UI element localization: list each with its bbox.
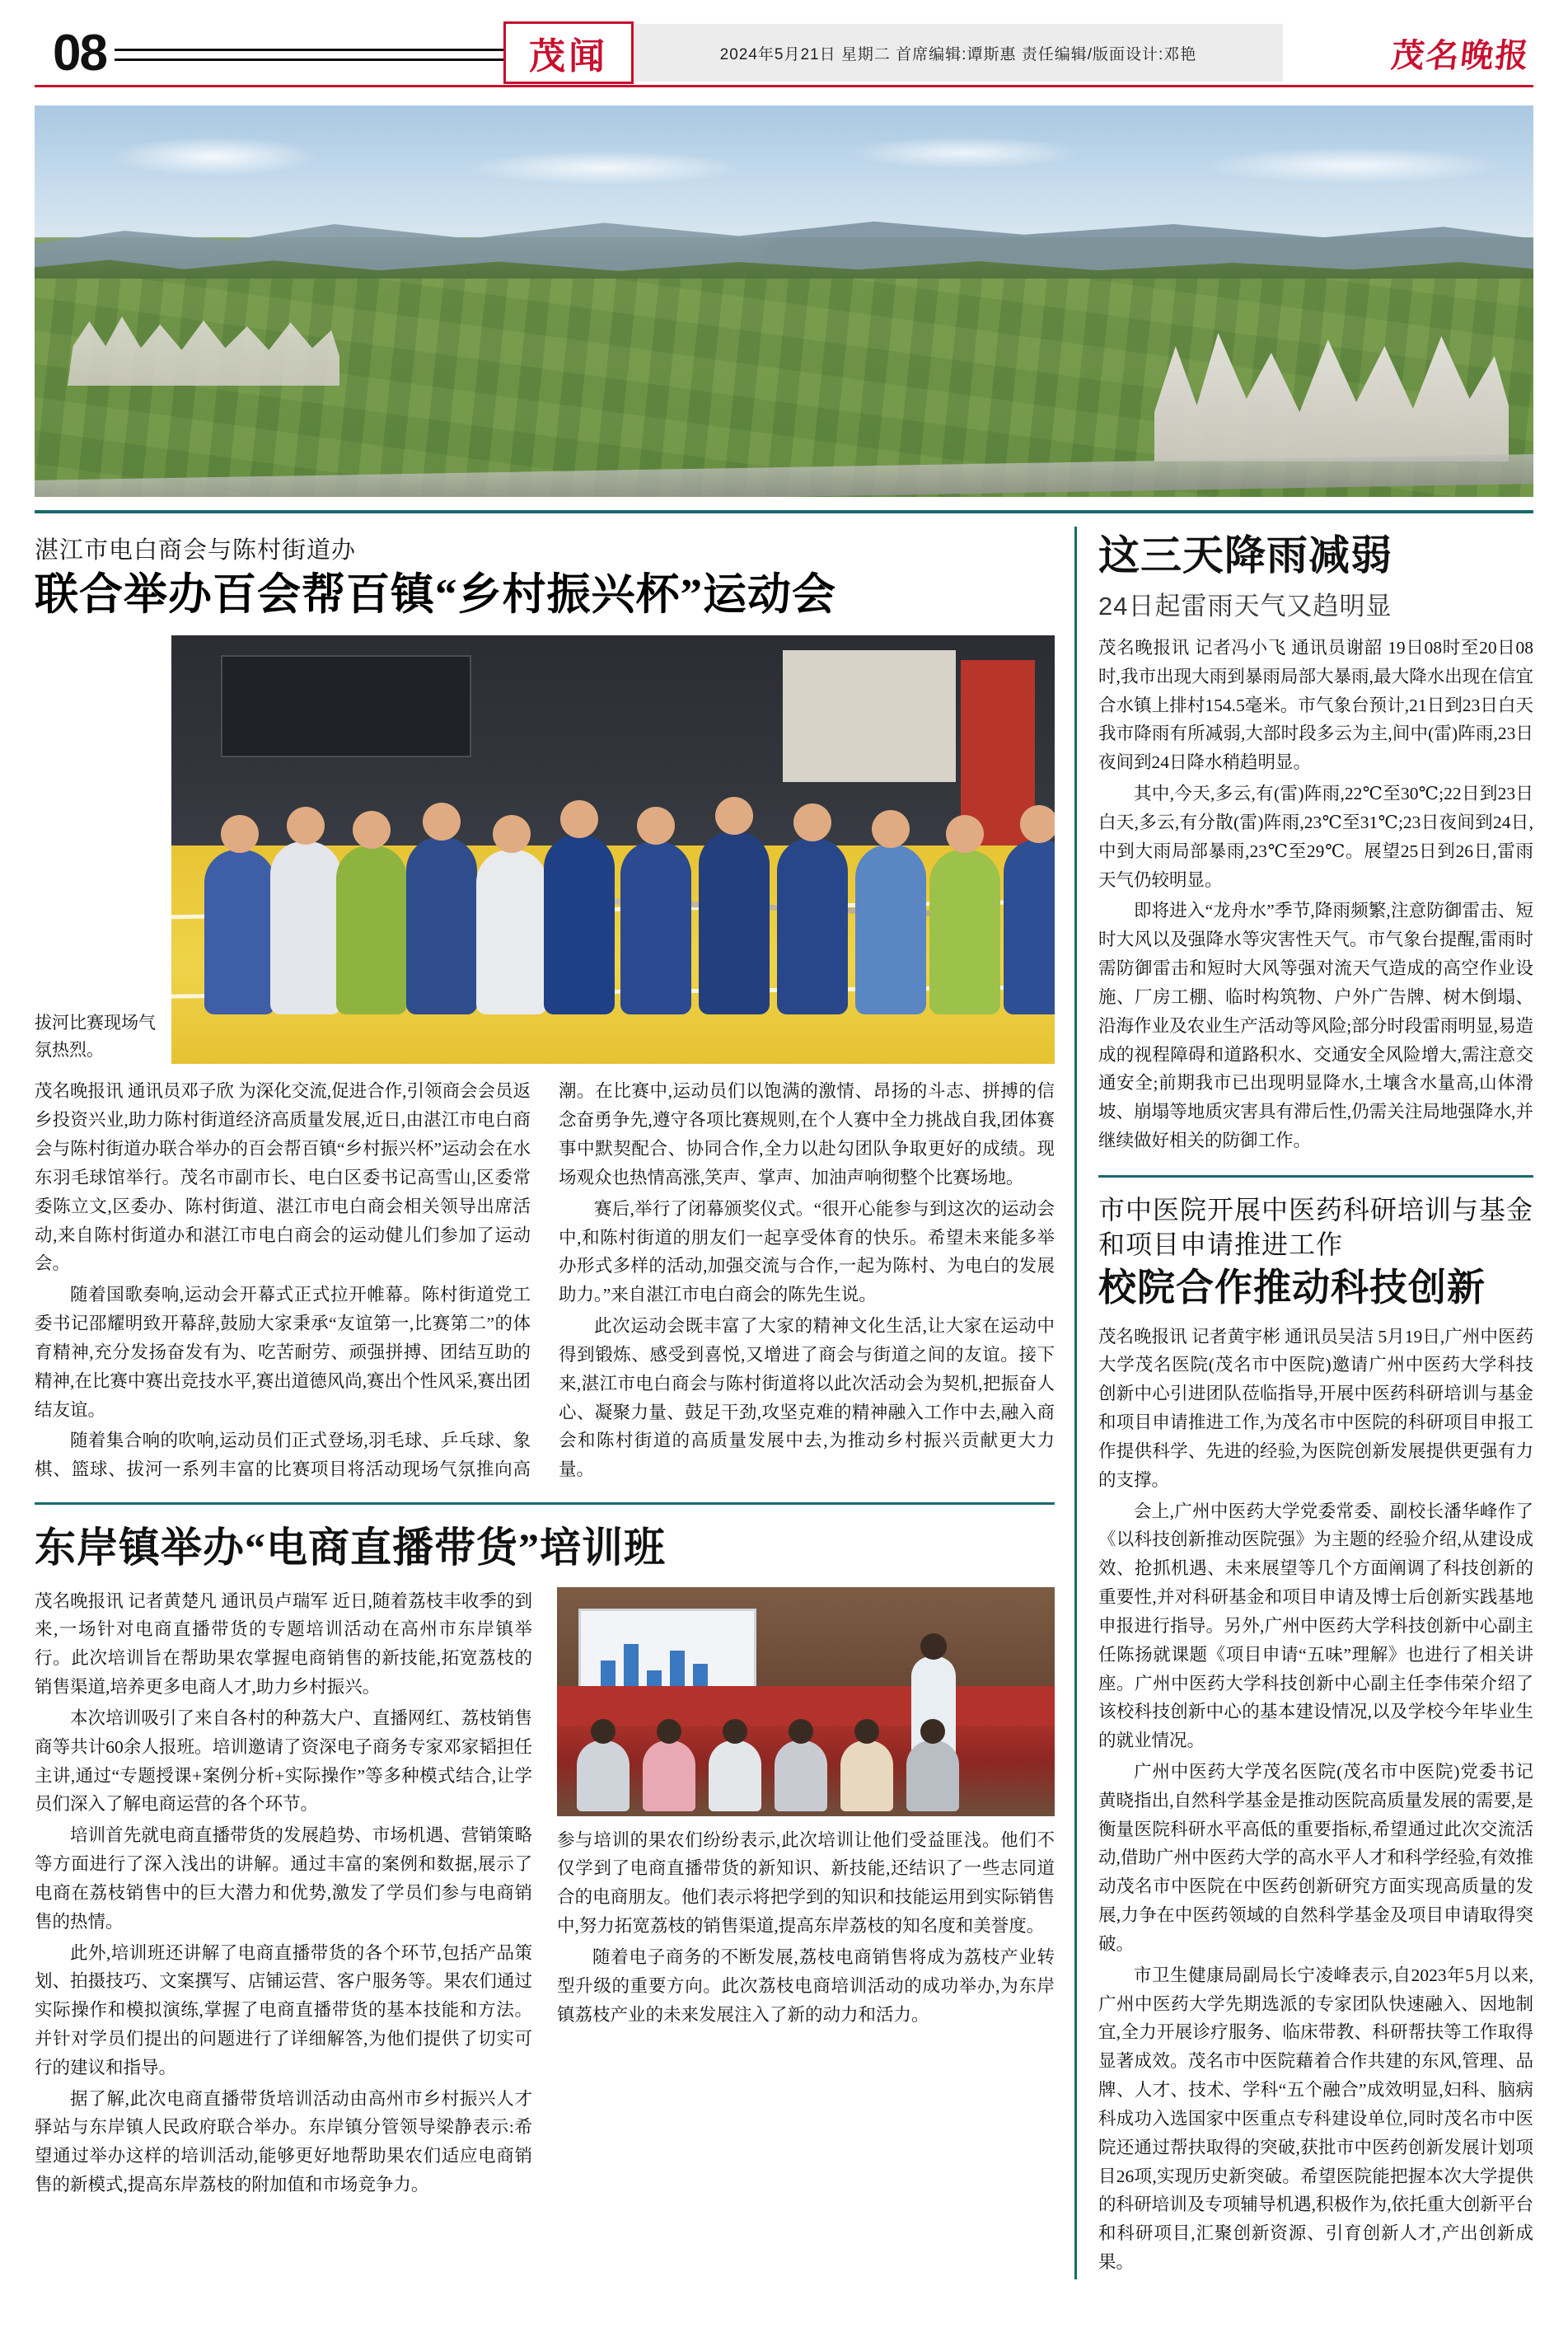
story1-paragraph: 随着国歌奏响,运动会开幕式正式拉开帷幕。陈村街道党工委书记邵耀明致开幕辞,鼓励大家秉承“友谊第一,比赛第二”的体育精神,充分发扬奋发有为、吃苦耐劳、顽强拼搏、团结互助的精神,在比赛中赛出竞技水平,赛出道德风尚,赛出个性风采,赛出团结友谊。 — [35, 1285, 531, 1420]
photo-participant — [699, 831, 770, 1014]
story2-col-right — [557, 1587, 1055, 2202]
left-column — [35, 522, 1074, 2279]
aerial-countryside-photo — [35, 105, 1533, 497]
photo-participant — [777, 838, 848, 1014]
ecommerce-training-photo — [557, 1587, 1055, 1816]
weather-paragraph: 即将进入“龙舟水”季节,降雨频繁,注意防御雷击、短时大风以及强降水等灾害性天气。市气象台提醒,雷雨时需防御雷击和短时大风等强对流天气造成的高空作业设施、厂房工棚、临时构筑物、户外广告牌、树木倒塌、沿海作业及农业生产活动等风险;部分时段雷雨明显,易造成的视程障碍和道路积水、交通安全风险增大,需注意交通安全;前期我市已出现明显降水,土壤含水量高,山体滑坡、崩塌等地质灾害具有滞后性,仍需关注局地强降水,并继续做好相关的防御工作。 — [1098, 901, 1533, 1151]
photo-participant — [336, 845, 407, 1014]
hospital-headline: 校院合作推动科技创新 — [1098, 1267, 1486, 1309]
photo-clouds — [35, 127, 1533, 201]
photo-wall-banner-right — [783, 650, 956, 782]
story2-paragraph: 茂名晚报讯 记者黄楚凡 通讯员卢瑞军 近日,随着荔枝丰收季的到来,一场针对电商直播带货的专题培训活动在高州市东岸镇举行。此次培训旨在帮助果农掌握电商销售的新技能,拓宽荔枝的销售渠道,培养更多电商人才,助力乡村振兴。 — [35, 1590, 532, 1698]
right-column — [1077, 522, 1533, 2279]
photo-attendee — [775, 1740, 827, 1811]
story1-body — [35, 1077, 1055, 1485]
story2-col-left — [35, 1587, 532, 2202]
weather-body — [1098, 634, 1533, 1155]
hospital-paragraph: 广州中医药大学茂名医院(茂名市中医院)党委书记黄晓指出,自然科学基金是推动医院高质量发展的需要,是衡量医院科研水平高低的重要指标,希望通过此次交流活动,借助广州中医药大学的高水平人才和科学经验,有效推动茂名市中医院在中医药创新研究方面实现高质量的发展,力争在中医药领域的自然科学基金及项目申请取得突破。 — [1098, 1761, 1533, 1954]
photo-wall-banner-left — [221, 655, 471, 757]
weather-paragraph: 茂名晚报讯 记者冯小飞 通讯员谢韶 19日08时至20日08时,我市出现大雨到暴雨局部大暴雨,最大降水出现在信宜合水镇上排村154.5毫米。市气象台预计,21日到23日白天我市降雨有所减弱,大部时段多云为主,间中(雷)阵雨,23日夜间到24日降水稍趋明显。 — [1098, 638, 1533, 773]
section-badge — [503, 21, 634, 84]
photo-attendee — [643, 1740, 695, 1811]
page-content — [35, 522, 1533, 2279]
story1-paragraph: 随着集合响的吹响,运动员们正式登场,羽毛球、乒乓球、象棋、篮球、拔河一系列丰富的比赛项目将活动现场气氛推向高潮。在比赛中,运动员们以饱满的激情、昂扬的斗志、拼搏的信念奋勇争先,遵守各项比赛规则,在个人赛中全力挑战自我,团体赛事中默契配合、协同合作,全力以赴勾团队争取更好的成绩。现场观众也热情高涨,笑声、掌声、加油声响彻整个比赛场地。 — [35, 1081, 1055, 1480]
masthead — [35, 0, 1533, 105]
photo-attendee — [709, 1740, 761, 1811]
hospital-paragraph: 茂名晚报讯 记者黄宇彬 通讯员吴洁 5月19日,广州中医药大学茂名医院(茂名市中医院)邀请广州中医药大学科技创新中心引进团队莅临指导,开展中医药科研培训与基金和项目申请推进工作,为茂名市中医院的科研项目申报工作提供科学、先进的经验,为医院创新发展提供更强有力的支撑。 — [1098, 1326, 1533, 1490]
photo-participant — [620, 841, 691, 1014]
paper-logo-label: 茂名晚报 — [1389, 36, 1533, 74]
photo-participant — [204, 850, 275, 1014]
photo-participant — [544, 835, 615, 1014]
story2-body — [35, 1587, 1055, 2202]
photo-attendee — [906, 1740, 959, 1811]
story2-paragraph: 培训首先就电商直播带货的发展趋势、市场机遇、营销策略等方面进行了深入浅出的讲解。通过丰富的案例和数据,展示了电商在荔枝销售中的巨大潜力和优势,激发了学员们参与电商销售的热情。 — [35, 1825, 532, 1932]
story2-paragraph: 此外,培训班还讲解了电商直播带货的各个环节,包括产品策划、拍摄技巧、文案撰写、店铺运营、客户服务等。果农们通过实际操作和模拟演练,掌握了电商直播带货的基本技能和方法。并针对学员们提出的问题进行了详细解答,为他们提供了切实可行的建议和指导。 — [35, 1942, 532, 2077]
section-badge-label: 茂闻 — [528, 36, 608, 77]
story1-photo-caption: 拔河比赛现场气氛热烈。 — [35, 1014, 156, 1060]
photo-participant — [270, 841, 341, 1014]
photo-participant — [855, 845, 926, 1014]
tug-of-war-photo — [171, 635, 1055, 1064]
folio-rules — [115, 45, 503, 63]
hospital-body — [1098, 1323, 1533, 2277]
story1-kicker: 湛江市电白商会与陈村街道办 — [35, 537, 357, 564]
page-folio: 08 — [53, 24, 106, 82]
photo-participant — [476, 850, 547, 1014]
photo-participant — [929, 850, 1000, 1014]
story1-paragraph: 茂名晚报讯 通讯员邓子欣 为深化交流,促进合作,引领商会会员返乡投资兴业,助力陈村街道经济高质量发展,近日,由湛江市电白商会与陈村街道办联合举办的百会帮百镇“乡村振兴杯”运动会在水东羽毛球馆举行。茂名市副市长、电白区委书记高雪山,区委常委陈立文,区委办、陈村街道、湛江市电白商会相关领导出席活动,来自陈村街道办和湛江市电白商会的运动健儿们参加了运动会。 — [35, 1081, 531, 1274]
story2-headline: 东岸镇举办“电商直播带货”培训班 — [35, 1524, 666, 1571]
story2-paragraph: 参与培训的果农们纷纷表示,此次培训让他们受益匪浅。他们不仅学到了电商直播带货的新知识、新技能,还结识了一些志同道合的电商朋友。他们表示将把学到的知识和技能运用到实际销售中,努力拓宽荔枝的销售渠道,提高东岸荔枝的知名度和美誉度。 — [557, 1829, 1055, 1937]
hospital-paragraph: 会上,广州中医药大学党委常委、副校长潘华峰作了《以科技创新推动医院强》为主题的经验介绍,从建设成效、抢抓机遇、未来展望等几个方面阐调了科技创新的重要性,并对科研基金和项目申请及博士后创新实践基地申报进行指导。另外,广州中医药大学科技创新中心副主任陈扬就课题《项目申请“五味”理解》也进行了相关讲座。广州中医药大学科技创新中心副主任李伟荣介绍了该校科技创新中心的基本建设情况,以及学校今年毕业生的就业情况。 — [1098, 1501, 1533, 1751]
story1-headline: 联合举办百会帮百镇“乡村振兴杯”运动会 — [35, 571, 836, 619]
photo-participant — [406, 837, 477, 1014]
story2-paragraph: 随着电子商务的不断发展,荔枝电商销售将成为荔枝产业转型升级的重要方向。此次荔枝电商培训活动的成功举办,为东岸镇荔枝产业的未来发展注入了新的动力和活力。 — [557, 1946, 1055, 2025]
photo-attendee — [840, 1740, 893, 1811]
hospital-paragraph: 市卫生健康局副局长宁凌峰表示,自2023年5月以来,广州中医药大学先期选派的专家团队快速融入、因地制宜,全力开展诊疗服务、临床带教、科研帮扶等工作取得显著成效。茂名市中医院藉着合作共建的东风,管理、品牌、人才、技术、学科“五个融合”成效明显,妇科、脑病科成功入选国家中医重点专科建设单位,同时茂名市中医院还通过帮扶取得的突破,获批市中医药创新发展计划项目26项,实现历史新突破。希望医院能把握本次大学提供的科研培训及专项辅导机遇,积极作为,依托重大创新平台和科研项目,汇聚创新资源、引育创新人才,产出创新成果。 — [1098, 1965, 1533, 2273]
photo-attendee — [577, 1740, 630, 1811]
story2-paragraph: 本次培训吸引了来自各村的种荔大户、直播网红、荔枝销售商等共计60余人报班。培训邀请了资深电子商务专家邓家韬担任主讲,通过“专题授课+案例分析+实际操作”等多种模式结合,让学员们深入了解电商运营的各个环节。 — [35, 1707, 532, 1815]
issue-meta: 2024年5月21日 星期二 首席编辑:谭斯惠 责任编辑/版面设计:邓艳 — [634, 24, 1283, 82]
weather-headline: 这三天降雨减弱 — [1098, 532, 1392, 578]
photo-participant — [1004, 840, 1055, 1014]
hospital-kicker: 市中医院开展中医药科研培训与基金和项目申请推进工作 — [1098, 1194, 1534, 1260]
story1-paragraph: 此次运动会既丰富了大家的精神文化生活,让大家在运动中得到锻炼、感受到喜悦,又增进了商会与街道之间的友谊。接下来,湛江市电白商会与陈村街道将以此次活动会为契机,把振奋人心、凝聚力量、鼓足干劲,攻坚克难的精神融入工作中去,融入商会和陈村街道的高质量发展中去,为推动乡村振兴贡献更大力量。 — [559, 1316, 1055, 1480]
paper-logo — [1283, 24, 1533, 82]
story1-paragraph: 赛后,举行了闭幕颁奖仪式。“很开心能参与到这次的运动会中,和陈村街道的朋友们一起享受体育的快乐。希望未来能多举办形式多样的活动,加强交流与合作,一起为陈村、为电白的发展助力。”来自湛江市电白商会的陈先生说。 — [559, 1198, 1055, 1305]
weather-paragraph: 其中,今天,多云,有(雷)阵雨,22℃至30℃;22日到23日白天,多云,有分散(雷)阵雨,23℃至31℃;23日夜间到24日,中到大雨局部暴雨,23℃至29℃。展望25日到26日,雷雨天气仍较明显。 — [1098, 784, 1533, 890]
story2-paragraph: 据了解,此次电商直播带货培训活动由高州市乡村振兴人才驿站与东岸镇人民政府联合举办。东岸镇分管领导梁静表示:希望通过举办这样的培训活动,能够更好地帮助果农们适应电商销售的新模式,提高东岸荔枝的附加值和市场竞争力。 — [35, 2088, 532, 2195]
weather-subhead: 24日起雷雨天气又趋明显 — [1098, 592, 1392, 621]
left-story-divider — [35, 1502, 1055, 1505]
right-story-divider — [1098, 1175, 1533, 1178]
masthead-underline — [35, 85, 1533, 87]
hero-bottom-rule — [35, 510, 1533, 513]
